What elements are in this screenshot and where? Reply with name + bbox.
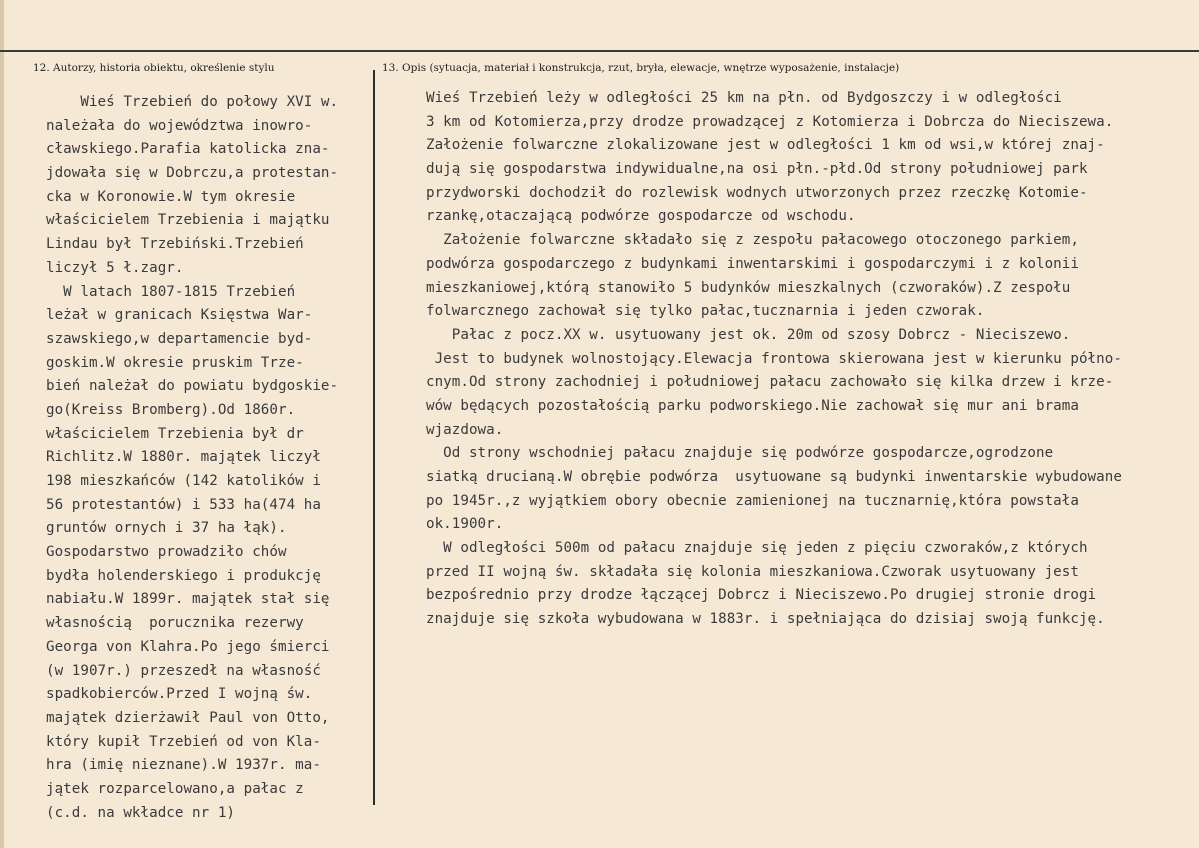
history-text-line: Georga von Klahra.Po jego śmierci bbox=[46, 638, 330, 655]
history-text-line: go(Kreiss Bromberg).Od 1860r. bbox=[46, 401, 296, 418]
history-text-line: należała do województwa inowro- bbox=[46, 117, 313, 134]
description-text-line: cnym.Od strony zachodniej i południowej pałacu zachowało się kilka drzew i krze- bbox=[426, 374, 1114, 391]
description-text-line: mieszkaniowej,którą stanowiło 5 budynków mieszkalnych (czworaków).Z zespołu bbox=[426, 279, 1071, 296]
history-text-line: spadkobierców.Przed I wojną św. bbox=[46, 686, 313, 703]
history-text-line: (w 1907r.) przeszedł na własność bbox=[46, 662, 321, 679]
history-text-line: (c.d. na wkładce nr 1) bbox=[46, 804, 236, 821]
description-text-line: znajduje się szkoła wybudowana w 1883r. i spełniająca do dzisiaj swoją funkcję. bbox=[426, 611, 1105, 628]
history-text-line: szawskiego,w departamencie byd- bbox=[46, 330, 313, 347]
history-text-line: 56 protestantów) i 533 ha(474 ha bbox=[46, 496, 321, 513]
history-text-line: gruntów ornych i 37 ha łąk). bbox=[46, 520, 287, 537]
history-text-line: goskim.W okresie pruskim Trze- bbox=[46, 354, 304, 371]
description-text-line: podwórza gospodarczego z budynkami inwentarskimi i gospodarczymi i z kolonii bbox=[426, 255, 1079, 272]
description-text-line: Jest to budynek wolnostojący.Elewacja frontowa skierowana jest w kierunku półno- bbox=[426, 350, 1122, 367]
description-text-line: Pałac z pocz.XX w. usytuowany jest ok. 20m od szosy Dobrcz - Nieciszewo. bbox=[426, 326, 1071, 343]
history-text-line: liczył 5 ł.zagr. bbox=[46, 259, 184, 276]
history-text-line: Wieś Trzebień do połowy XVI w. bbox=[46, 94, 339, 110]
description-text-line: folwarcznego zachował się tylko pałac,tucznarnia i jeden czworak. bbox=[426, 303, 985, 320]
section-12-header: 12. Autorzy, historia obiektu, określenie stylu bbox=[33, 62, 275, 74]
history-text-line: 198 mieszkańców (142 katolików i bbox=[46, 473, 321, 489]
top-rule bbox=[0, 50, 1199, 52]
description-text-line: Założenie folwarczne składało się z zespołu pałacowego otoczonego parkiem, bbox=[426, 232, 1079, 249]
history-text-line: leżał w granicach Księstwa War- bbox=[46, 307, 313, 324]
history-text-line: właścicielem Trzebienia był dr bbox=[46, 425, 304, 442]
history-text-line: Richlitz.W 1880r. majątek liczył bbox=[46, 449, 321, 466]
history-text-line: majątek dzierżawił Paul von Otto, bbox=[46, 709, 330, 726]
description-text-line: siatką drucianą.W obrębie podwórza usytuowane są budynki inwentarskie wybudowane bbox=[426, 469, 1122, 485]
description-text-line: wjazdowa. bbox=[426, 421, 504, 438]
description-text-line: wów będących pozostałością parku podworskiego.Nie zachował się mur ani brama bbox=[426, 397, 1079, 414]
history-text-line: hra (imię nieznane).W 1937r. ma- bbox=[46, 757, 321, 774]
description-text-line: przed II wojną św. składała się kolonia mieszkaniowa.Czworak usytuowany jest bbox=[426, 563, 1079, 580]
description-text-line: rzankę,otaczającą podwórze gospodarcze od wschodu. bbox=[426, 208, 856, 225]
history-text-line: własnością porucznika rezerwy bbox=[46, 615, 304, 632]
history-text-line: który kupił Trzebień od von Kla- bbox=[46, 733, 321, 750]
history-text-line: Gospodarstwo prowadziło chów bbox=[46, 544, 287, 561]
history-text-line: jdowała się w Dobrczu,a protestan- bbox=[46, 165, 339, 182]
description-text-line: W odległości 500m od pałacu znajduje się jeden z pięciu czworaków,z których bbox=[426, 540, 1088, 557]
history-text-line: bydła holenderskiego i produkcję bbox=[46, 567, 321, 584]
history-text-line: cka w Koronowie.W tym okresie bbox=[46, 188, 296, 205]
history-text-line: cławskiego.Parafia katolicka zna- bbox=[46, 141, 330, 158]
history-text-line: jątek rozparcelowano,a pałac z bbox=[46, 780, 304, 797]
description-text-line: Założenie folwarczne zlokalizowane jest w odległości 1 km od wsi,w której znaj- bbox=[426, 137, 1105, 154]
description-text-line: bezpośrednio przy drodze łączącej Dobrcz i Nieciszewo.Po drugiej stronie drogi bbox=[426, 587, 1097, 604]
description-text-column bbox=[426, 87, 1186, 632]
history-text-line: W latach 1807-1815 Trzebień bbox=[46, 283, 296, 300]
description-text-line: 3 km od Kotomierza,przy drodze prowadzącej z Kotomierza i Dobrcza do Nieciszewa. bbox=[426, 113, 1114, 130]
history-text-line: Lindau był Trzebiński.Trzebień bbox=[46, 236, 304, 253]
description-text-line: ok.1900r. bbox=[426, 516, 504, 533]
history-text-line: bień należał do powiatu bydgoskie- bbox=[46, 378, 339, 395]
description-text-line: dują się gospodarstwa indywidualne,na osi płn.-płd.Od strony południowej park bbox=[426, 161, 1088, 178]
page-edge bbox=[0, 0, 4, 848]
section-13-header: 13. Opis (sytuacja, materiał i konstrukcja, rzut, bryła, elewacje, wnętrze wyposażenie, instalacje) bbox=[382, 62, 900, 74]
history-text-line: nabiału.W 1899r. majątek stał się bbox=[46, 591, 330, 608]
description-text-line: przydworski dochodził do rozlewisk wodnych utworzonych przez rzeczkę Kotomie- bbox=[426, 184, 1088, 201]
history-text-column bbox=[46, 91, 386, 825]
description-text-line: po 1945r.,z wyjątkiem obory obecnie zamienionej na tucznarnię,która powstała bbox=[426, 492, 1079, 509]
description-text-line: Od strony wschodniej pałacu znajduje się podwórze gospodarcze,ogrodzone bbox=[426, 445, 1054, 462]
description-text-line: Wieś Trzebień leży w odległości 25 km na płn. od Bydgoszczy i w odległości bbox=[426, 90, 1062, 106]
history-text-line: właścicielem Trzebienia i majątku bbox=[46, 212, 330, 229]
